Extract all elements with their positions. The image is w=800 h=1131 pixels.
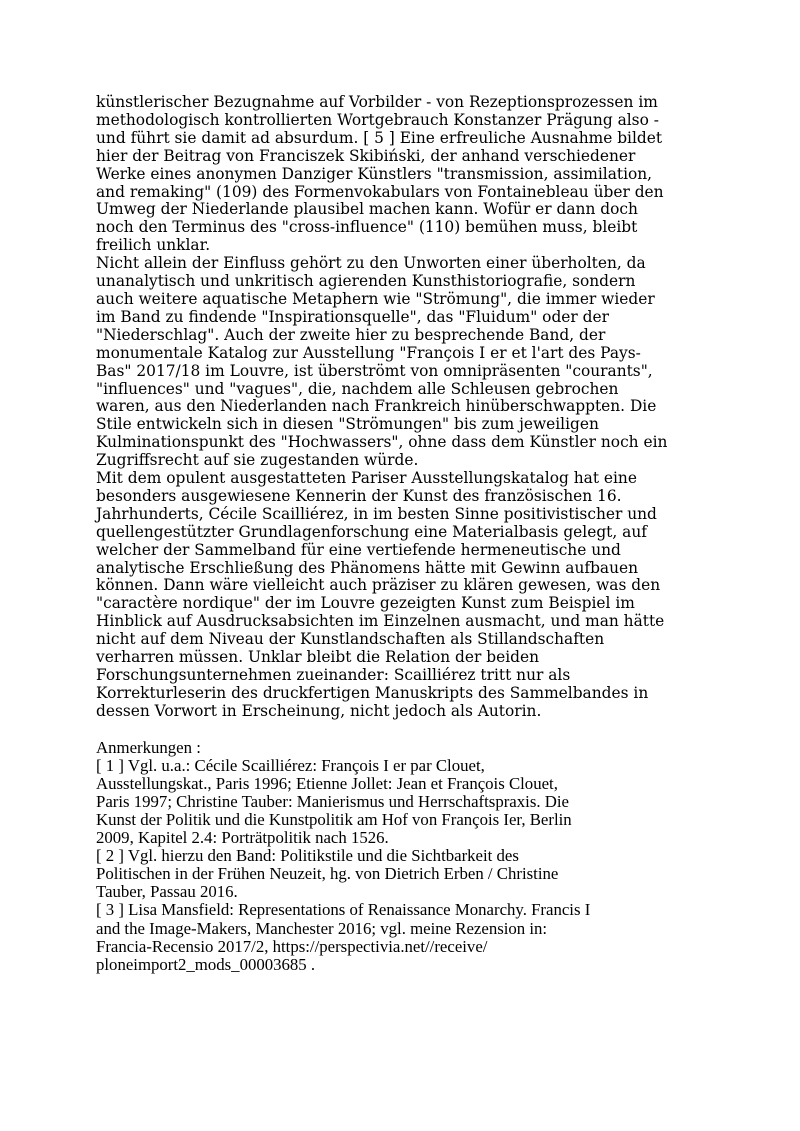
footnote-3: [ 3 ] Lisa Mansfield: Representations of Renaissance Monarchy. Francis I and the Image-Makers, Manchester 2016; vgl. meine Rezension in: Francia-Recensio 2017/2, https://perspectivia.net//receive/ ploneimport2_mods_00003685 . (96, 900, 591, 974)
body-paragraph-2: Nicht allein der Einfluss gehört zu den Unworten einer überholten, da unanalytisch und unkritisch agierenden Kunsthistoriografie, sondern auch weitere aquatische Metaphern wie "Strömung", die immer wieder im Band zu findende "Inspirationsquelle", das "Fluidum" oder der "Niederschlag". Auch der zweite hier zu besprechende Band, der monumentale Katalog zur Ausstellung "François I er et l'art des Pays- Bas" 2017/18 im Louvre, ist überströmt von omnipräsenten "courants", "influences" und "vagues", die, nachdem alle Schleusen gebrochen waren, aus den Niederlanden nach Frankreich hinüberschwappten. Die Stile entwickeln sich in diesen "Strömungen" bis zum jeweiligen Kulminationspunkt des "Hochwassers", ohne dass dem Künstler noch ein Zugriffsrecht auf sie zugestanden würde. (96, 254, 668, 470)
footnotes-section (96, 739, 706, 974)
review-page (96, 94, 706, 974)
review-body (96, 94, 706, 721)
footnotes-heading: Anmerkungen : (96, 737, 201, 757)
footnote-2: [ 2 ] Vgl. hierzu den Band: Politikstile und die Sichtbarkeit des Politischen in der Frühen Neuzeit, hg. von Dietrich Erben / Christine Tauber, Passau 2016. (96, 846, 559, 902)
body-paragraph-3: Mit dem opulent ausgestatteten Pariser Ausstellungskatalog hat eine besonders ausgewiesene Kennerin der Kunst des französischen 16. Jahrhunderts, Cécile Scailliérez, in im besten Sinne positivistischer und quellengestützter Grundlagenforschung eine Materialbasis gelegt, auf welcher der Sammelband für eine vertiefende hermeneutische und analytische Erschließung des Phänomens hätte mit Gewinn aufbauen können. Dann wäre vielleicht auch präziser zu klären gewesen, was den "caractère nordique" der im Louvre gezeigten Kunst zum Beispiel im Hinblick auf Ausdrucksabsichten im Einzelnen ausmacht, und man hätte nicht auf dem Niveau der Kunstlandschaften als Stillandschaften verharren müssen. Unklar bleibt die Relation der beiden Forschungsunternehmen zueinander: Scailliérez tritt nur als Korrekturleserin des druckfertigen Manuskripts des Sammelbandes in dessen Vorwort in Erscheinung, nicht jedoch als Autorin. (96, 469, 665, 720)
footnote-1: [ 1 ] Vgl. u.a.: Cécile Scailliérez: François I er par Clouet, Ausstellungskat., Paris 1996; Etienne Jollet: Jean et François Clouet, Paris 1997; Christine Tauber: Manierismus und Herrschaftspraxis. Die Kunst der Politik und die Kunstpolitik am Hof von François Ier, Berlin 2009, Kapitel 2.4: Porträtpolitik nach 1526. (96, 755, 572, 848)
body-paragraph-1: künstlerischer Bezugnahme auf Vorbilder - von Rezeptionsprozessen im methodologisch kontrollierten Wortgebrauch Konstanzer Prägung also - und führt sie damit ad absurdum. [ 5 ] Eine erfreuliche Ausnahme bildet hier der Beitrag von Franciszek Skibiński, der anhand verschiedener Werke eines anonymen Danziger Künstlers "transmission, assimilation, and remaking" (109) des Formenvokabulars von Fontainebleau über den Umweg der Niederlande plausibel machen kann. Wofür er dann doch noch den Terminus des "cross-influence" (110) bemühen muss, bleibt freilich unklar. (96, 93, 664, 255)
